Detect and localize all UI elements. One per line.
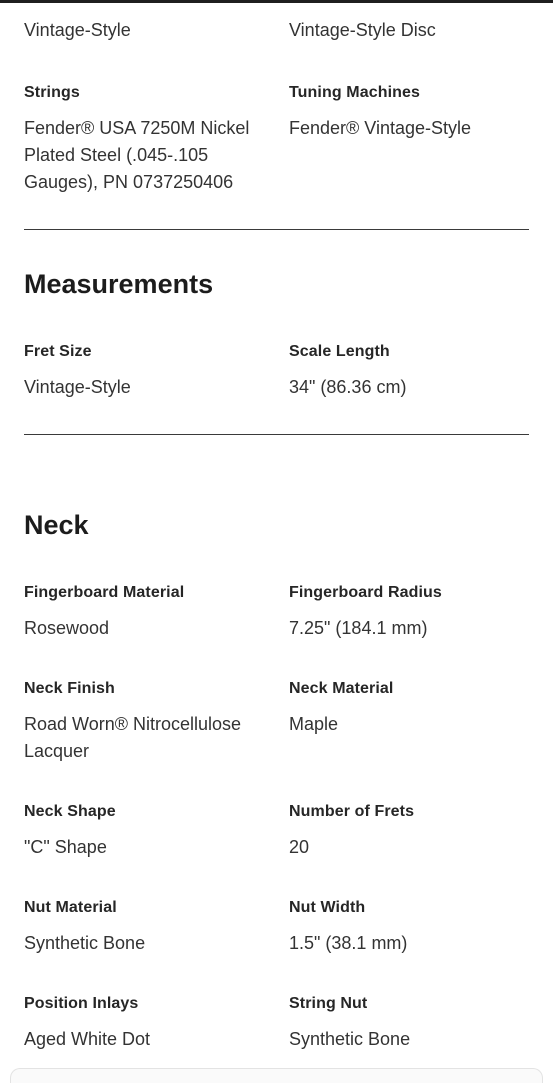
spec-number-of-frets xyxy=(289,802,539,861)
spec-value: 7.25" (184.1 mm) xyxy=(289,618,428,638)
spec-nut-width xyxy=(289,898,539,957)
spec-label: Neck Shape xyxy=(24,803,116,820)
spec-fingerboard-material xyxy=(24,583,274,642)
spec-label: Neck Finish xyxy=(24,680,115,697)
spec-scale-length xyxy=(289,342,539,401)
spec-neck-shape xyxy=(24,802,274,861)
spec-fingerboard-radius xyxy=(289,583,539,642)
spec-top-left xyxy=(24,17,274,44)
spec-tuning-machines xyxy=(289,83,539,142)
spec-value: "C" Shape xyxy=(24,837,107,857)
spec-label: Nut Material xyxy=(24,899,117,916)
spec-value: Fender® USA 7250M Nickel Plated Steel (.045-.105 Gauges), PN 0737250406 xyxy=(24,118,250,192)
section-divider xyxy=(24,434,529,435)
section-title-neck: Neck xyxy=(24,510,89,540)
spec-value: Synthetic Bone xyxy=(24,933,146,953)
spec-value: 34" (86.36 cm) xyxy=(289,377,407,397)
spec-label: Tuning Machines xyxy=(289,84,420,101)
spec-position-inlays xyxy=(24,994,274,1053)
spec-neck-finish xyxy=(24,679,274,765)
spec-value: 1.5" (38.1 mm) xyxy=(289,933,408,953)
spec-fret-size xyxy=(24,342,274,401)
bottom-sheet-edge xyxy=(10,1068,543,1083)
spec-label: Neck Material xyxy=(289,680,394,697)
spec-label: Fret Size xyxy=(24,343,92,360)
spec-string-nut xyxy=(289,994,539,1053)
section-title-measurements: Measurements xyxy=(24,269,214,299)
spec-label: Nut Width xyxy=(289,899,366,916)
spec-value: Vintage-Style Disc xyxy=(289,20,436,40)
section-divider xyxy=(24,229,529,230)
spec-value: Aged White Dot xyxy=(24,1029,151,1049)
spec-label: String Nut xyxy=(289,995,368,1012)
top-rule xyxy=(0,0,553,3)
spec-label: Fingerboard Radius xyxy=(289,584,442,601)
spec-top-right xyxy=(289,17,539,44)
spec-value: Road Worn® Nitrocellulose Lacquer xyxy=(24,714,242,761)
spec-label: Position Inlays xyxy=(24,995,139,1012)
spec-label: Number of Frets xyxy=(289,803,415,820)
spec-value: Vintage-Style xyxy=(24,377,131,397)
spec-value: Synthetic Bone xyxy=(289,1029,411,1049)
spec-value: Vintage-Style xyxy=(24,20,131,40)
spec-neck-material xyxy=(289,679,539,738)
spec-value: Fender® Vintage-Style xyxy=(289,118,472,138)
spec-label: Scale Length xyxy=(289,343,390,360)
spec-nut-material xyxy=(24,898,274,957)
spec-value: 20 xyxy=(289,837,310,857)
spec-label: Strings xyxy=(24,84,80,101)
spec-label: Fingerboard Material xyxy=(24,584,185,601)
spec-value: Rosewood xyxy=(24,618,110,638)
spec-strings xyxy=(24,83,274,196)
spec-value: Maple xyxy=(289,714,339,734)
